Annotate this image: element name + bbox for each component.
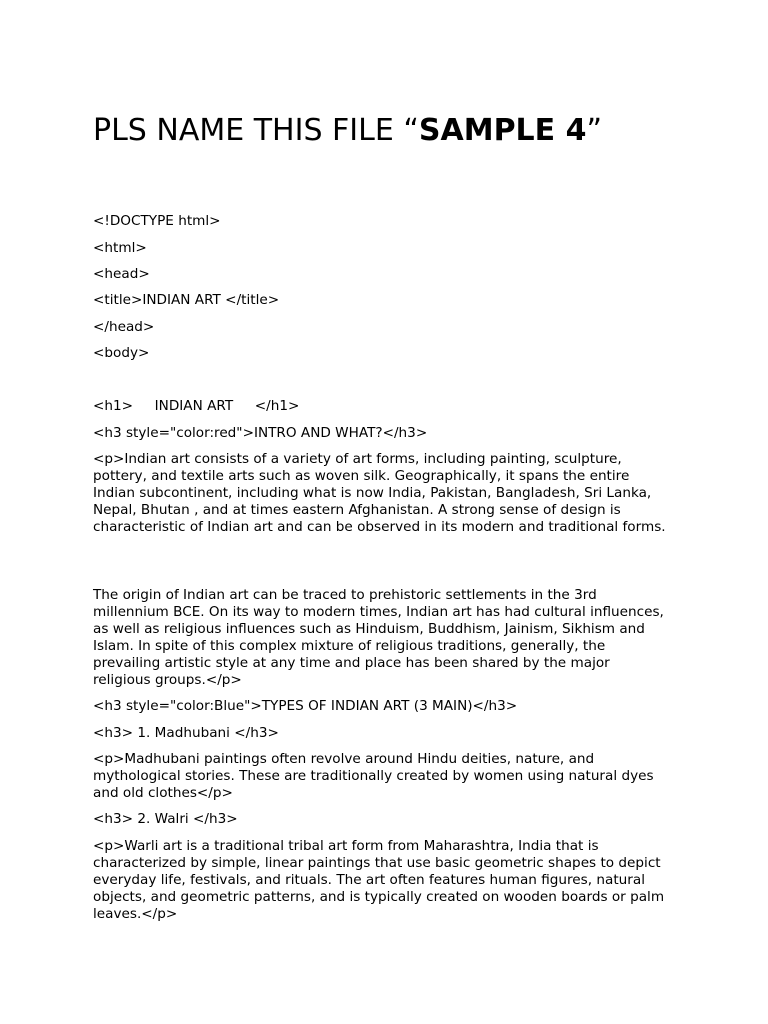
line-h1: <h1> INDIAN ART </h1> (93, 398, 300, 414)
line-html-open: <html> (93, 240, 147, 256)
line-h3-intro: <h3 style="color:red">INTRO AND WHAT?</h3> (93, 425, 428, 441)
line-head-open: <head> (93, 266, 150, 282)
title-prefix: PLS NAME THIS FILE “ (93, 113, 419, 148)
line-body-open: <body> (93, 345, 150, 361)
document-title (93, 112, 602, 150)
title-bold: SAMPLE 4 (418, 113, 587, 148)
line-head-close: </head> (93, 319, 155, 335)
line-doctype: <!DOCTYPE html> (93, 213, 221, 229)
paragraph-madhubani: <p>Madhubani paintings often revolve around Hindu deities, nature, and mythological stories. These are traditionally created by women using natural dyes and old clothes</p> (93, 751, 658, 801)
paragraph-intro: <p>Indian art consists of a variety of art forms, including painting, sculpture, pottery, and textile arts such as woven silk. Geographically, it spans the entire Indian subcontinent, including what is now India, Pakistan, Bangladesh, Sri Lanka, Nepal, Bhutan , and at times eastern Afghanistan. A strong sense of design is characteristic of Indian art and can be observed in its modern and traditional forms. (93, 451, 666, 535)
line-h3-walri: <h3> 2. Walri </h3> (93, 811, 238, 827)
line-h3-types: <h3 style="color:Blue">TYPES OF INDIAN ART (3 MAIN)</h3> (93, 698, 518, 714)
paragraph-origin: The origin of Indian art can be traced to prehistoric settlements in the 3rd millennium BCE. On its way to modern times, Indian art has had cultural influences, as well as religious influences such as Hinduism, Buddhism, Jainism, Sikhism and Islam. In spite of this complex mixture of religious traditions, generally, the prevailing artistic style at any time and place has been shared by the major religious groups.</p> (93, 587, 669, 688)
line-title-tag: <title>INDIAN ART </title> (93, 292, 280, 308)
title-suffix: ” (586, 113, 603, 148)
line-h3-madhubani: <h3> 1. Madhubani </h3> (93, 725, 279, 741)
paragraph-warli: <p>Warli art is a traditional tribal art form from Maharashtra, India that is characterized by simple, linear paintings that use basic geometric shapes to depict everyday life, festivals, and rituals. The art often features human figures, natural objects, and geometric patterns, and is typically created on wooden boards or palm leaves.</p> (93, 838, 669, 922)
